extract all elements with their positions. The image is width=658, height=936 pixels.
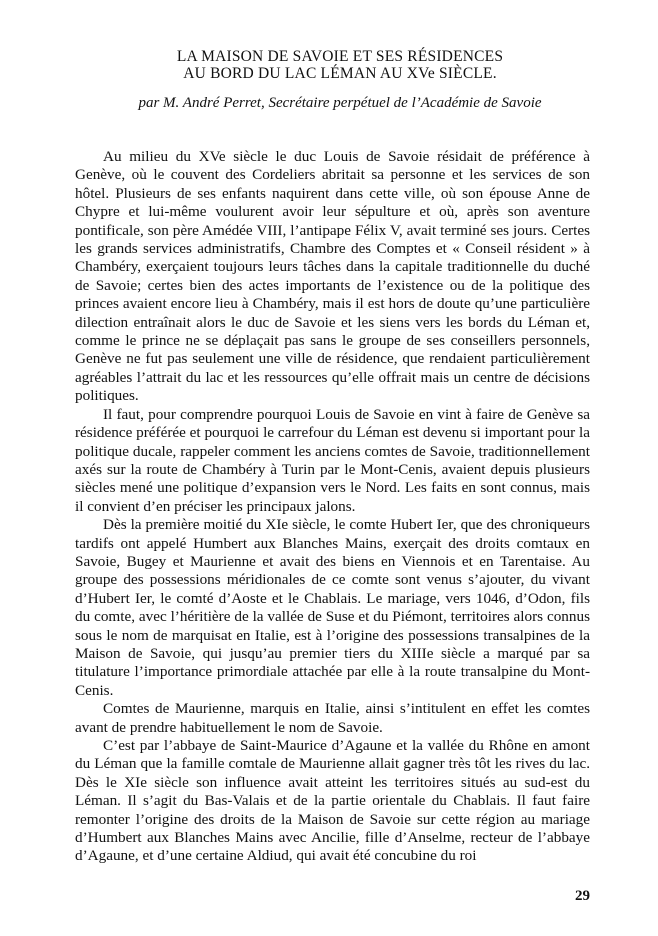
article-body <box>75 148 590 866</box>
article-title <box>130 48 550 82</box>
paragraph: C’est par l’abbaye de Saint-Maurice d’Agaune et la vallée du Rhône en amont du Léman que la famille comtale de Maurienne allait gagner très tôt les rives du lac. Dès le XIe siècle son influence avait atteint les territoires situés au sud-est du Léman. Il s’agit du Bas-Valais et de la partie orientale du Chablais. Il faut faire remonter l’origine des droits de la Maison de Savoie sur cette région au mariage d’Humbert aux Blanches Mains avec Ancilie, fille d’Anselme, recteur de l’abbaye d’Agaune, et d’une certaine Aldiud, qui avait été concubine du roi <box>75 737 590 865</box>
page-number: 29 <box>575 888 590 904</box>
paragraph: Dès la première moitié du XIe siècle, le comte Hubert Ier, que des chroniqueurs tardifs ont appelé Humbert aux Blanches Mains, exerçait des droits comtaux en Savoie, Bugey et Maurienne et avait des biens en Viennois et en Tarentaise. Au groupe des possessions méridionales de ce comte sont venus s’ajouter, du vivant d’Hubert Ier, le comté d’Aoste et le Chablais. Le mariage, vers 1046, d’Odon, fils du comte, avec l’héritière de la vallée de Suse et du Piémont, territoires alors connus sous le nom de marquisat en Italie, est à l’origine des possessions transalpines de la Maison de Savoie, qui jusqu’au premier tiers du XIIIe siècle a marqué par sa titulature l’importance primordiale attachée par elle à la route transalpine du Mont-Cenis. <box>75 516 590 699</box>
paragraph: Au milieu du XVe siècle le duc Louis de Savoie résidait de préférence à Genève, où le couvent des Cordeliers abritait sa personne et les services de son hôtel. Plusieurs de ses enfants naquirent dans cette ville, où son épouse Anne de Chypre et lui-même voulurent avoir leur sépulture et où, après son aventure pontificale, son père Amédée VIII, l’antipape Félix V, avait terminé ses jours. Certes les grands services administratifs, Chambre des Comptes et « Conseil résident » à Chambéry, exerçaient toujours leurs tâches dans la capitale traditionnelle du duché de Savoie; certes bien des actes importants de l’existence ou de la politique des princes avaient encore lieu à Chambéry, mais il est hors de doute qu’une particulière dilection entraînait alors le duc de Savoie et les siens vers les bords du Léman et, comme le prince ne se déplaçait pas sans le groupe de ses conseillers personnels, Genève ne fut pas seulement une ville de résidence, que rendaient particulièrement agréables l’attrait du lac et les ressources qu’elle offrait mais un centre de décisions politiques. <box>75 148 590 405</box>
title-line-1: LA MAISON DE SAVOIE ET SES RÉSIDENCES <box>176 48 504 65</box>
title-line-2: AU BORD DU LAC LÉMAN AU XVe SIÈCLE. <box>183 65 497 82</box>
paragraph: Comtes de Maurienne, marquis en Italie, ainsi s’intitulent en effet les comtes avant de prendre habituellement le nom de Savoie. <box>75 700 590 736</box>
paragraph: Il faut, pour comprendre pourquoi Louis de Savoie en vint à faire de Genève sa résidence préférée et pourquoi le carrefour du Léman est devenu si important pour la politique ducale, rappeler comment les anciens comtes de Savoie, traditionnellement axés sur la route de Chambéry à Turin par le Mont-Cenis, avaient depuis plusieurs siècles mené une politique d’expansion vers le Nord. Les faits en sont connus, mais il convient d’en préciser les principaux jalons. <box>75 405 590 515</box>
article-byline: par M. André Perret, Secrétaire perpétuel de l’Académie de Savoie <box>138 95 542 111</box>
